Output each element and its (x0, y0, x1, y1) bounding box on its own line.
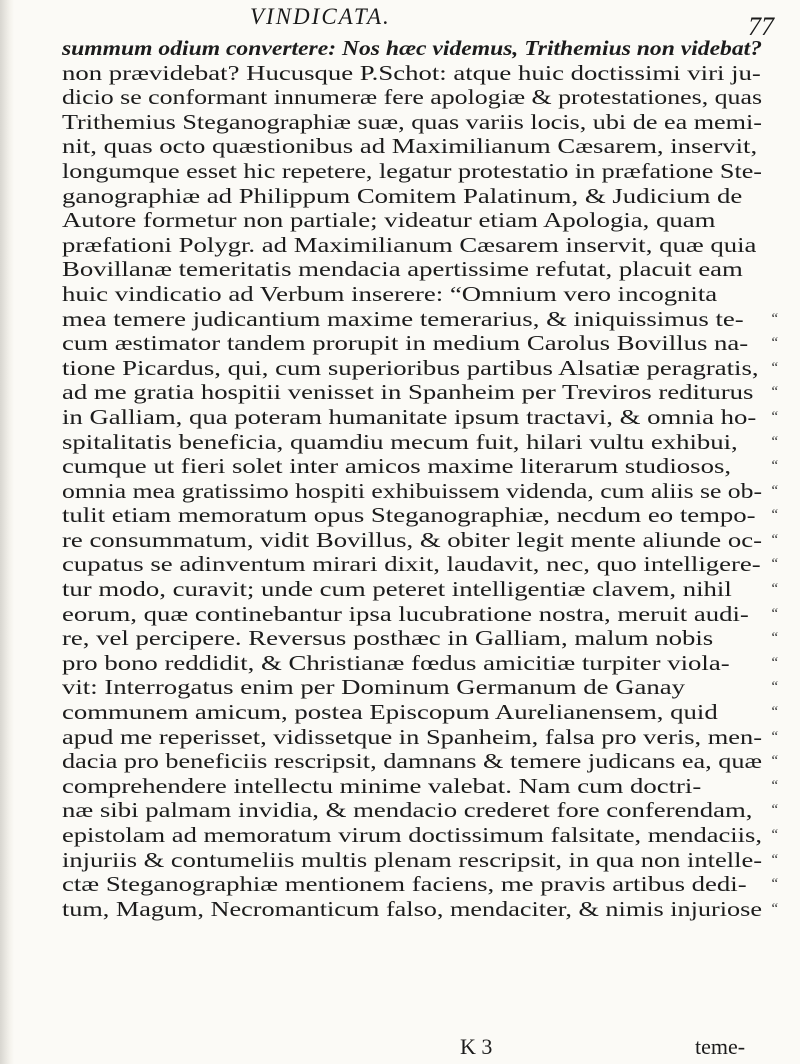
page-footer (0, 1034, 800, 1062)
text-line (62, 773, 779, 799)
text-line (62, 724, 779, 750)
text-line (62, 872, 779, 897)
text-line (62, 454, 779, 479)
margin-quote-mark: “ (770, 433, 779, 450)
margin-quote-mark: “ (770, 630, 779, 647)
text-line (62, 650, 779, 676)
margin-quote-mark: “ (770, 458, 779, 475)
text-line (62, 380, 779, 405)
line-text: non prævidebat? Hucusque P.Schot: atque huic doctissimi viri ju- (62, 60, 761, 85)
text-line (62, 110, 770, 135)
text-line (62, 601, 779, 627)
line-text: nit, quas octo quæstionibus ad Maximilianum Cæsarem, inservit, (62, 134, 758, 159)
signature-mark: K 3 (460, 1034, 493, 1059)
margin-quote-mark: “ (770, 753, 779, 770)
margin-quote-mark: “ (770, 335, 779, 352)
line-text: cum æstimator tandem prorupit in medium Carolus Bovillus na- (62, 331, 749, 356)
page-header (0, 2, 800, 41)
line-text: mea temere judicantium maxime temerarius, & iniquissimus te- (62, 306, 744, 331)
line-text: eorum, quæ continebantur ipsa lucubratione nostra, meruit audi- (62, 601, 749, 626)
line-text: summum odium convertere: Nos hæc videmus, Trithemius non videbat? (62, 36, 763, 60)
margin-quote-mark: “ (770, 704, 779, 721)
text-line (62, 61, 770, 86)
line-text: re, vel percipere. Reversus posthæc in Galliam, malum nobis (62, 626, 714, 651)
line-text: dacia pro beneficiis rescripsit, damnans & temere judicans ea, quæ (62, 749, 762, 774)
text-line (62, 896, 779, 922)
line-text: ctæ Steganographiæ mentionem faciens, me pravis artibus dedi- (62, 872, 747, 897)
text-line (62, 675, 779, 700)
text-line (62, 749, 779, 774)
text-line (62, 85, 770, 110)
margin-quote-mark: “ (770, 654, 779, 671)
running-head: VINDICATA. (250, 4, 391, 29)
text-line (62, 159, 770, 184)
line-text: omnia mea gratissimo hospiti exhibuissem videnda, cum aliis se ob- (62, 478, 763, 503)
text-line (62, 847, 779, 873)
text-line (62, 503, 779, 528)
text-line (62, 577, 779, 602)
margin-quote-mark: “ (770, 605, 779, 622)
line-text: spitalitatis beneficia, quamdiu mecum fuit, hilari vultu exhibui, (62, 429, 738, 454)
margin-quote-mark: “ (770, 507, 779, 524)
line-text: tum, Magum, Necromanticum falso, mendaciter, & nimis injuriose (62, 896, 762, 921)
margin-quote-mark: “ (770, 900, 779, 917)
margin-quote-mark: “ (770, 408, 779, 425)
line-text: ad me gratia hospitii venisset in Spanheim per Treviros rediturus (62, 380, 754, 405)
line-text: in Galliam, qua poteram humanitate ipsum tractavi, & omnia ho- (62, 404, 757, 429)
line-text: præfationi Polygr. ad Maximilianum Cæsarem inservit, quæ quia (62, 232, 757, 257)
line-text: longumque esset hic repetere, legatur protestatio in præfatione Ste- (62, 158, 762, 183)
text-line (62, 429, 779, 455)
text-line (62, 331, 779, 356)
line-text: Trithemius Steganographiæ suæ, quas variis locis, ubi de ea memi- (62, 109, 762, 134)
line-text: epistolam ad memoratum virum doctissimum falsitate, mendaciis, (62, 823, 762, 847)
line-text: injuriis & contumeliis multis plenam rescripsit, in qua non intelle- (62, 847, 763, 872)
text-line (62, 134, 770, 159)
line-text: tur modo, curavit; unde cum peteret intelligentiæ clavem, nihil (62, 577, 732, 602)
line-text: ganographiæ ad Philippum Comitem Palatinum, & Judicium de (62, 183, 743, 208)
line-text: comprehendere intellectu minime valebat. Nam cum doctri- (62, 773, 702, 798)
text-line (62, 404, 779, 430)
margin-quote-mark: “ (770, 359, 779, 376)
line-text: apud me reperisset, vidissetque in Spanheim, falsa pro veris, men- (62, 724, 763, 749)
line-text: næ sibi palmam invidia, & mendacio crederet fore conferendam, (62, 798, 753, 823)
line-text: tulit etiam memoratum opus Steganographiæ, necdum eo tempo- (62, 503, 756, 528)
text-line (62, 184, 770, 209)
text-line (62, 257, 770, 282)
text-line (62, 798, 779, 823)
body-text (62, 36, 779, 921)
margin-quote-mark: “ (770, 876, 779, 893)
margin-quote-mark: “ (770, 679, 779, 696)
text-line (62, 823, 779, 848)
text-line (62, 208, 770, 233)
line-text: Bovillanæ temeritatis mendacia apertissime refutat, placuit eam (62, 257, 743, 282)
line-text: pro bono reddidit, & Christianæ fœdus amicitiæ turpiter viola- (62, 650, 730, 675)
line-text: cupatus se adinventum mirari dixit, laudavit, nec, quo intelligere- (62, 552, 761, 577)
margin-quote-mark: “ (770, 802, 779, 819)
line-text: tione Picardus, qui, cum superioribus partibus Alsatiæ peragratis, (62, 355, 759, 380)
margin-quote-mark: “ (770, 482, 779, 499)
catchword: teme- (695, 1034, 746, 1059)
line-text: vit: Interrogatus enim per Dominum Germanum de Ganay (62, 675, 685, 700)
margin-quote-mark: “ (770, 556, 779, 573)
line-text: huic vindicatio ad Verbum inserere: “Omnium vero incognita (62, 281, 718, 306)
line-text: dicio se conformant innumeræ fere apologiæ & protestationes, quas (62, 85, 763, 110)
text-line (62, 282, 770, 307)
line-text: communem amicum, postea Episcopum Aurelianensem, quid (62, 700, 718, 725)
margin-quote-mark: “ (770, 827, 779, 843)
text-line (62, 552, 779, 577)
margin-quote-mark: “ (770, 531, 779, 548)
page-number: 77 (748, 12, 774, 41)
text-line (62, 306, 779, 332)
text-line (62, 527, 779, 553)
text-line (62, 233, 770, 258)
text-line (62, 355, 779, 381)
margin-quote-mark: “ (770, 384, 779, 401)
text-line (62, 626, 779, 651)
text-line (62, 36, 770, 61)
page-gutter-shadow (0, 0, 14, 1064)
text-line (62, 700, 779, 725)
text-line (62, 478, 779, 504)
line-text: cumque ut fieri solet inter amicos maxime literarum studiosos, (62, 454, 732, 479)
line-text: re consummatum, vidit Bovillus, & obiter legit mente aliunde oc- (62, 527, 762, 552)
margin-quote-mark: “ (770, 851, 779, 868)
margin-quote-mark: “ (770, 581, 779, 598)
margin-quote-mark: “ (770, 777, 779, 794)
line-text: Autore formetur non partiale; videatur etiam Apologia, quam (62, 208, 716, 233)
margin-quote-mark: “ (770, 310, 779, 327)
margin-quote-mark: “ (770, 728, 779, 745)
